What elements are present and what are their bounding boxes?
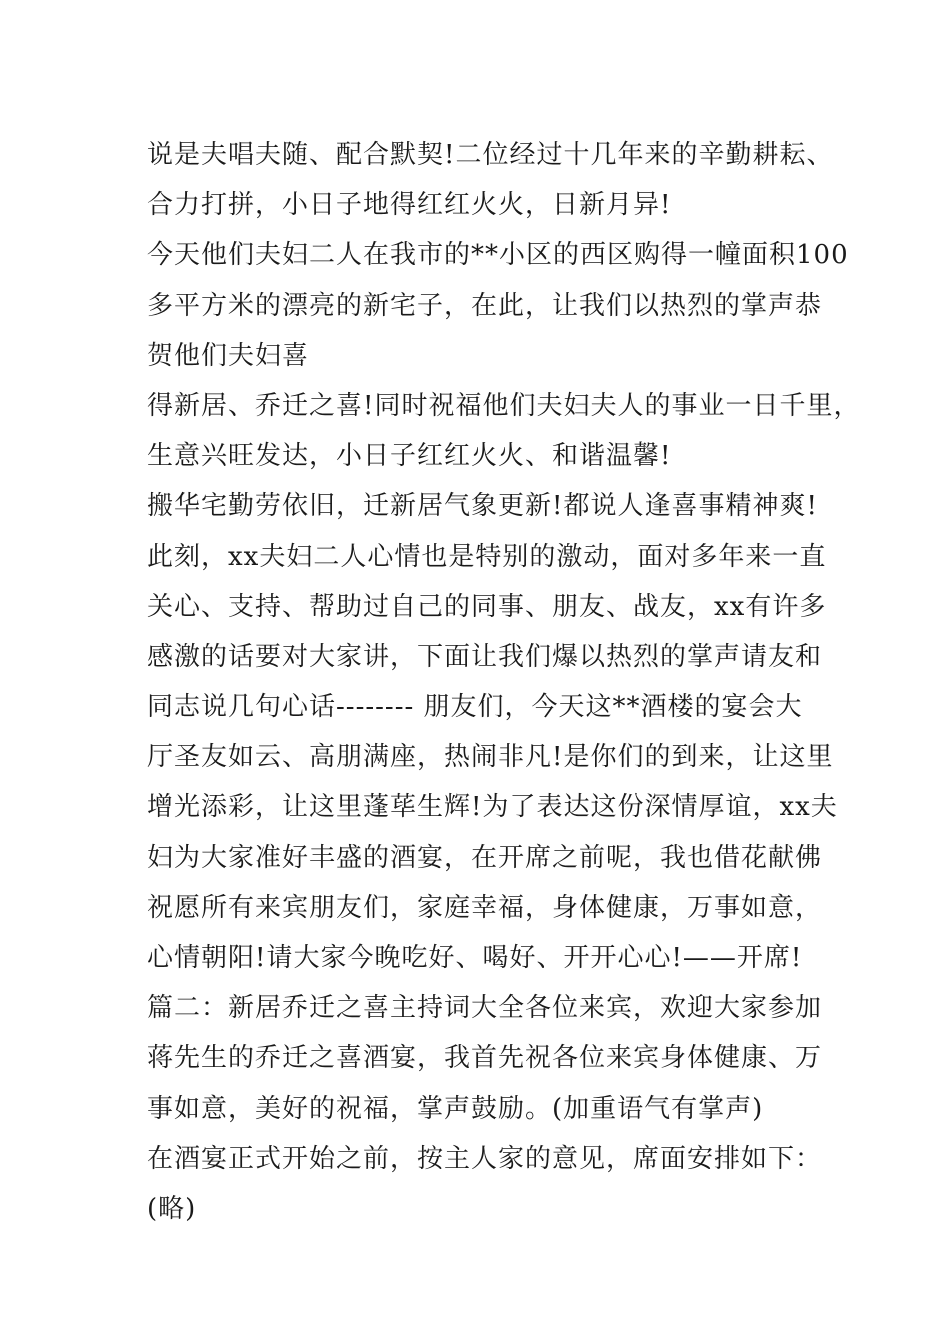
text-line: 说是夫唱夫随、配合默契!二位经过十几年来的辛勤耕耘、 [147, 140, 834, 170]
text-line: 事如意，美好的祝福，掌声鼓励。(加重语气有掌声) [147, 1093, 764, 1124]
text-line: 生意兴旺发达，小日子红红火火、和谐温馨! [147, 441, 672, 472]
text-line: 增光添彩，让这里蓬荜生辉!为了表达这份深情厚谊，xx夫 [147, 792, 838, 823]
text-line: 此刻，xx夫妇二人心情也是特别的激动，面对多年来一直 [147, 541, 827, 572]
text-line: 篇二：新居乔迁之喜主持词大全各位来宾，欢迎大家参加 [147, 993, 823, 1024]
text-line: 厅圣友如云、高朋满座，热闹非凡!是你们的到来，让这里 [147, 742, 834, 773]
text-line: 今天他们夫妇二人在我市的**小区的西区购得一幢面积100 [147, 240, 849, 271]
text-line: (略) [147, 1193, 197, 1224]
text-line: 搬华宅勤劳依旧，迁新居气象更新!都说人逢喜事精神爽! [147, 491, 818, 522]
text-line: 得新居、乔迁之喜!同时祝福他们夫妇夫人的事业一日千里， [147, 390, 861, 421]
text-line: 心情朝阳!请大家今晚吃好、喝好、开开心心!——开席! [147, 943, 803, 973]
text-line: 妇为大家准好丰盛的酒宴，在开席之前呢，我也借花献佛 [147, 842, 823, 873]
text-line: 感激的话要对大家讲，下面让我们爆以热烈的掌声请友和 [147, 641, 823, 672]
text-line: 在酒宴正式开始之前，按主人家的意见，席面安排如下： [147, 1143, 823, 1174]
text-line: 贺他们夫妇喜 [147, 340, 310, 371]
body-text [147, 130, 861, 1234]
text-line: 蒋先生的乔迁之喜酒宴，我首先祝各位来宾身体健康、万 [147, 1043, 823, 1074]
text-line: 合力打拼，小日子地得红红火火，日新月异! [147, 190, 672, 221]
text-line: 同志说几句心话-------- 朋友们，今天这**酒楼的宴会大 [147, 692, 803, 723]
text-line: 多平方米的漂亮的新宅子，在此，让我们以热烈的掌声恭 [147, 290, 823, 321]
text-line: 祝愿所有来宾朋友们，家庭幸福，身体健康，万事如意， [147, 892, 823, 923]
text-line: 关心、支持、帮助过自己的同事、朋友、战友，xx有许多 [147, 591, 827, 622]
